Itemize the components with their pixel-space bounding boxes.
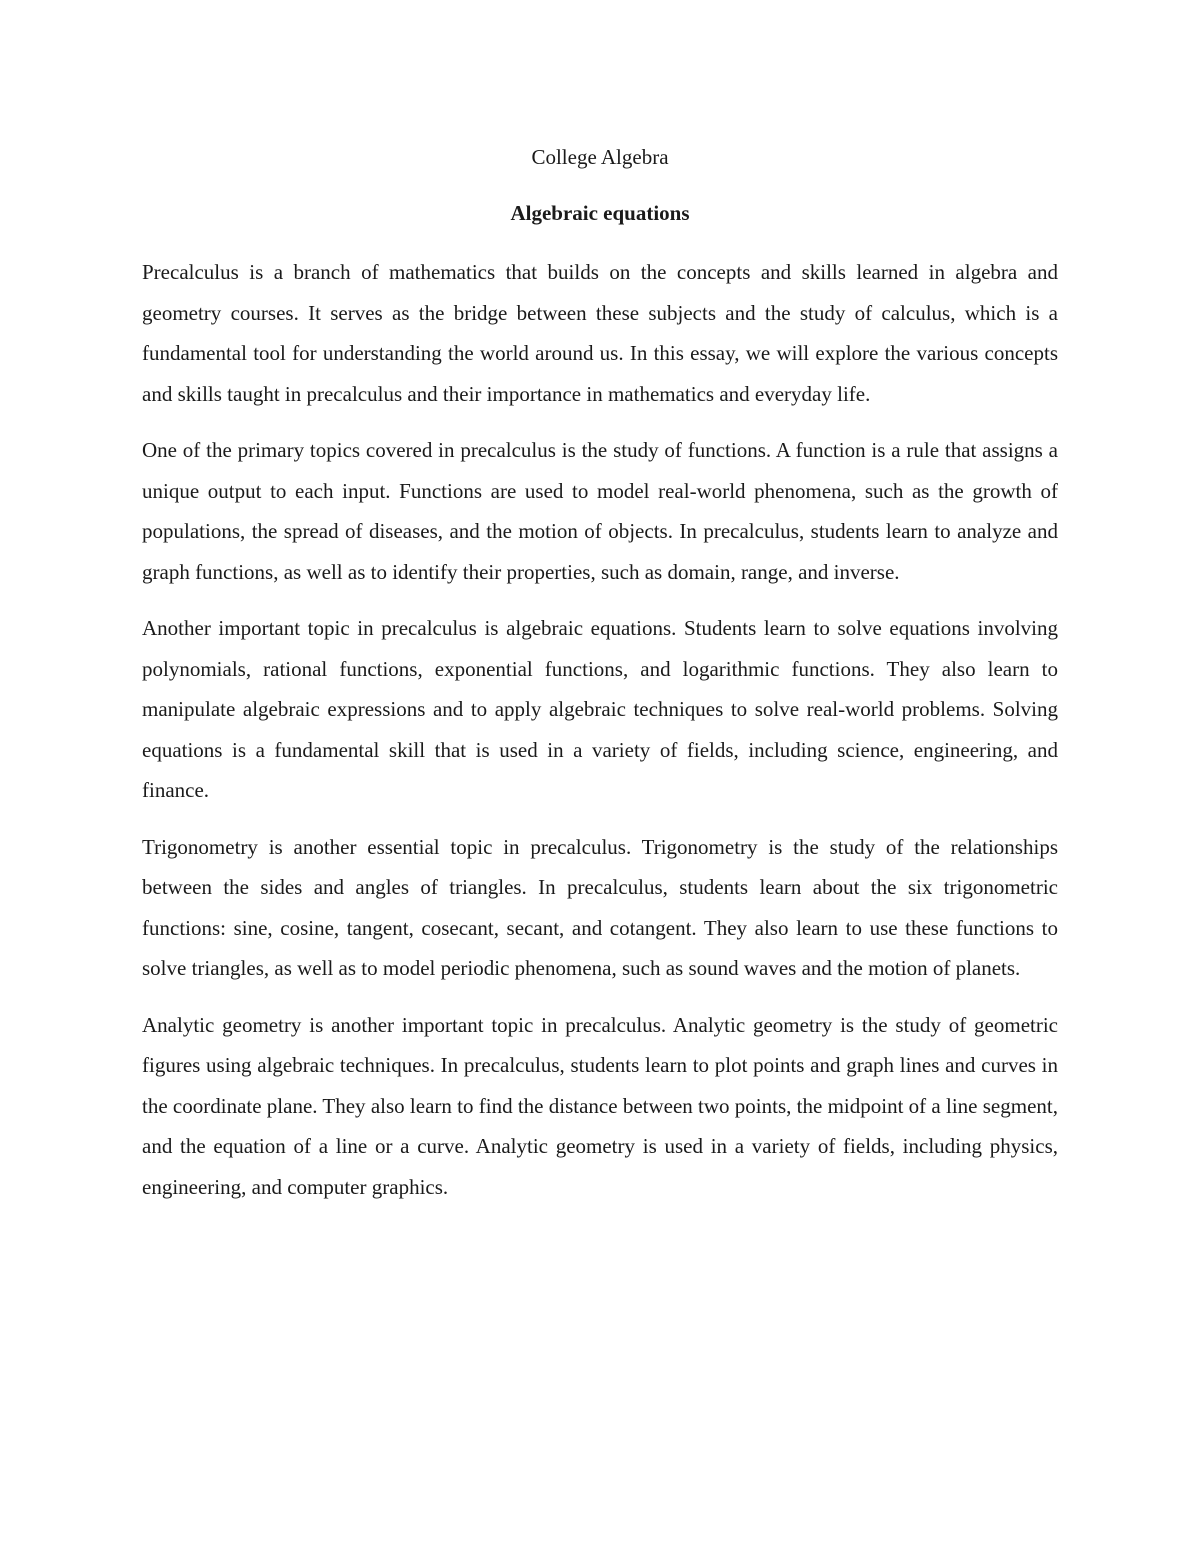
paragraph-functions: One of the primary topics covered in precalculus is the study of functions. A function is a rule that assigns a unique output to each input. Functions are used to model real-world phenomena, such as the growth of populations, the spread of diseases, and the motion of objects. In precalculus, students learn to analyze and graph functions, as well as to identify their properties, such as domain, range, and inverse. [142,438,1058,584]
paragraph-algebraic-equations: Another important topic in precalculus is algebraic equations. Students learn to solve equations involving polynomials, rational functions, exponential functions, and logarithmic functions. They also learn to manipulate algebraic expressions and to apply algebraic techniques to solve real-world problems. Solving equations is a fundamental skill that is used in a variety of fields, including science, engineering, and finance. [142,616,1058,802]
essay-title: Algebraic equations [510,201,690,225]
course-title: College Algebra [531,145,669,169]
paragraph-intro: Precalculus is a branch of mathematics that builds on the concepts and skills learned in algebra and geometry courses. It serves as the bridge between these subjects and the study of calculus, which is a fundamental tool for understanding the world around us. In this essay, we will explore the various concepts and skills taught in precalculus and their importance in mathematics and everyday life. [142,260,1058,406]
paragraph-trigonometry: Trigonometry is another essential topic in precalculus. Trigonometry is the study of the relationships between the sides and angles of triangles. In precalculus, students learn about the six trigonometric functions: sine, cosine, tangent, cosecant, secant, and cotangent. They also learn to use these functions to solve triangles, as well as to model periodic phenomena, such as sound waves and the motion of planets. [142,834,1058,980]
paragraph-analytic-geometry: Analytic geometry is another important topic in precalculus. Analytic geometry is the study of geometric figures using algebraic techniques. In precalculus, students learn to plot points and graph lines and curves in the coordinate plane. They also learn to find the distance between two points, the midpoint of a line segment, and the equation of a line or a curve. Analytic geometry is used in a variety of fields, including physics, engineering, and computer graphics. [142,1012,1058,1199]
document-body [142,140,1058,1223]
